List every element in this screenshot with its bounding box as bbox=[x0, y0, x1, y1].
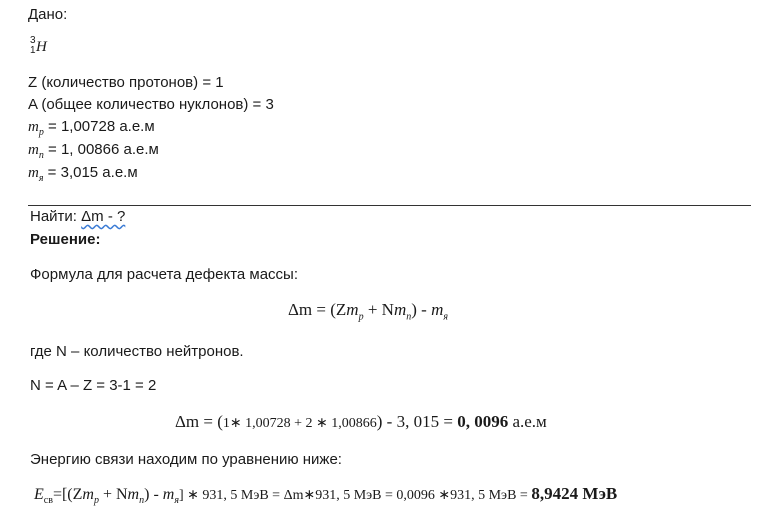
find-line: Найти: Δm - ? bbox=[30, 208, 126, 225]
mya-line: $m_я = 3,015$ а.е.м bbox=[28, 164, 138, 184]
binding-energy-result: 8,9424 МэВ bbox=[531, 484, 618, 503]
nuclide-symbol bbox=[30, 35, 52, 63]
n-calculation: N = A – Z = 3-1 = 2 bbox=[30, 377, 157, 394]
n-definition: где N – количество нейтронов. bbox=[30, 343, 244, 360]
mass-defect-result: 0, 0096 bbox=[457, 412, 509, 431]
binding-energy-formula: $E_{св}=[(Zm_p + Nm_n) - m_я]$ ∗ 931, 5 МэВ = Δm∗931, 5 МэВ = 0,0096 ∗931, 5 МэВ = 8,9424 МэВ bbox=[34, 484, 618, 507]
divider bbox=[28, 205, 751, 206]
formula-intro: Формула для расчета дефекта массы: bbox=[30, 266, 299, 283]
given-label: Дано: bbox=[28, 6, 68, 23]
mn-line: $m_n = 1$, 00866 а.е.м bbox=[28, 141, 159, 161]
energy-intro: Энергию связи находим по уравнению ниже: bbox=[30, 451, 342, 468]
z-line: Z (количество протонов) = 1 bbox=[28, 74, 224, 91]
element-symbol: H bbox=[36, 39, 47, 55]
mass-defect-formula: $\Delta m = (Zm_p + Nm_n) - m_я$ bbox=[288, 300, 448, 323]
a-line: A (общее количество нуклонов) = 3 bbox=[28, 96, 274, 113]
solution-label: Решение: bbox=[30, 231, 101, 248]
atomic-number: 1 bbox=[30, 45, 36, 56]
mass-number: 3 bbox=[30, 35, 36, 46]
mass-defect-calculation: Δm = (1∗ 1,00728 + 2 ∗ 1,00866) - 3, 015 = 0, 0096 а.е.м bbox=[175, 412, 547, 431]
mp-line: $m_p = 1,00728$ а.е.м bbox=[28, 118, 155, 138]
